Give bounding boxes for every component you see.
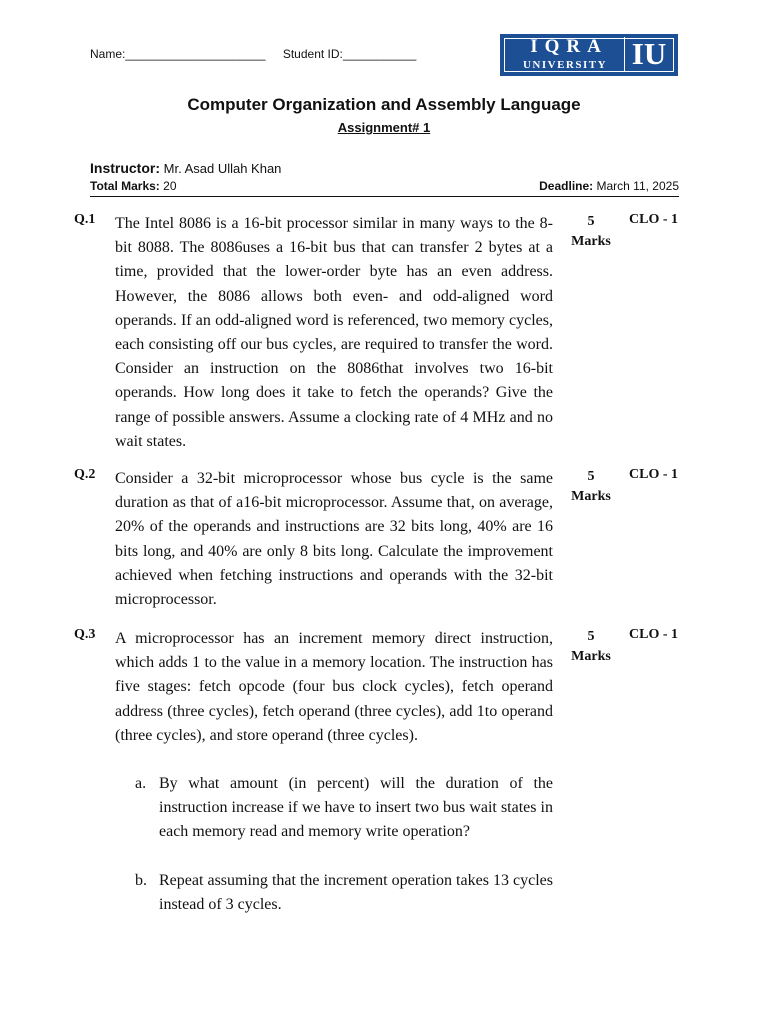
question-text: Consider a 32-bit microprocessor whose bus cycle is the same duration as that of a16-bit microprocessor. Assume that, on average, 20% of the operands and instructions are 32 bits long, 40% are 16 bits long, and 40% are only 8 bits long. Calculate the improvement achieved when fetching instructions and operands with the 32-bit microprocessor.: [115, 470, 553, 609]
logo-monogram: IU: [624, 37, 673, 71]
total-marks: [90, 179, 177, 193]
marks-value: 5: [587, 214, 595, 229]
student-info-line: [90, 47, 416, 61]
question-clo: CLO - 1: [629, 467, 678, 482]
question-text: The Intel 8086 is a 16-bit processor similar in many ways to the 8-bit 8088. The 8086uses a 16-bit bus that can transfer 2 bytes at a time, provided that the lower-order byte has an even address. However, the 8086 allows both even- and odd-aligned word operands. If an odd-aligned word is referenced, two memory cycles, each consisting off our bus cycles, are required to transfer the word. Consider an instruction on the 8086that involves two 16-bit operands. How long does it take to fetch the operands? Give the range of possible answers. Assume a clocking rate of 4 MHz and no wait states.: [115, 215, 553, 450]
question-marks: [568, 467, 614, 507]
university-logo: [500, 34, 678, 76]
assignment-title: Assignment# 1: [337, 120, 431, 135]
sub-question-text: Repeat assuming that the increment operation takes 13 cycles instead of 3 cycles.: [159, 872, 553, 914]
logo-word-iqra: IQRA: [530, 36, 608, 57]
question-text: A microprocessor has an increment memory direct instruction, which adds 1 to the value in a memory location. The instruction has five stages: fetch opcode (four bus clock cycles), fetch operand address (three cycles), fetch operand (three cycles), add 1to operand (three cycles), and store operand (three cycles).: [115, 630, 553, 744]
instructor-name: Mr. Asad Ullah Khan: [163, 161, 282, 176]
student-id-field[interactable]: ___________: [342, 47, 417, 61]
sub-question-b: [135, 869, 553, 917]
name-field[interactable]: _____________________: [125, 47, 266, 61]
instructor-line: [90, 160, 281, 176]
deadline-value: March 11, 2025: [596, 179, 679, 193]
marks-value: 5: [587, 629, 595, 644]
course-title: Computer Organization and Assembly Language: [187, 95, 581, 114]
question-number: Q.3: [74, 627, 96, 642]
question-marks: [568, 627, 614, 667]
sub-question-text: By what amount (in percent) will the duration of the instruction increase if we have to insert two bus wait states in each memory read and memory write operation?: [159, 775, 553, 841]
marks-label: Marks: [571, 489, 611, 504]
deadline: [539, 179, 679, 193]
question-number: Q.2: [74, 467, 96, 482]
question-clo: CLO - 1: [629, 212, 678, 227]
marks-deadline-line: [90, 179, 679, 197]
marks-value: 5: [587, 469, 595, 484]
total-marks-label: Total Marks:: [90, 179, 160, 193]
instructor-label: Instructor:: [90, 160, 160, 176]
sub-question-letter: b.: [135, 872, 147, 889]
marks-label: Marks: [571, 649, 611, 664]
question-marks: [568, 212, 614, 252]
logo-word-university: UNIVERSITY: [522, 59, 608, 71]
sub-question-letter: a.: [135, 775, 147, 792]
sub-question-a: [135, 772, 553, 845]
total-marks-value: 20: [163, 179, 177, 193]
student-id-label: Student ID:: [282, 47, 343, 61]
name-label: Name:: [90, 47, 126, 61]
question-clo: CLO - 1: [629, 627, 678, 642]
deadline-label: Deadline:: [539, 179, 594, 193]
marks-label: Marks: [571, 234, 611, 249]
question-number: Q.1: [74, 212, 96, 227]
